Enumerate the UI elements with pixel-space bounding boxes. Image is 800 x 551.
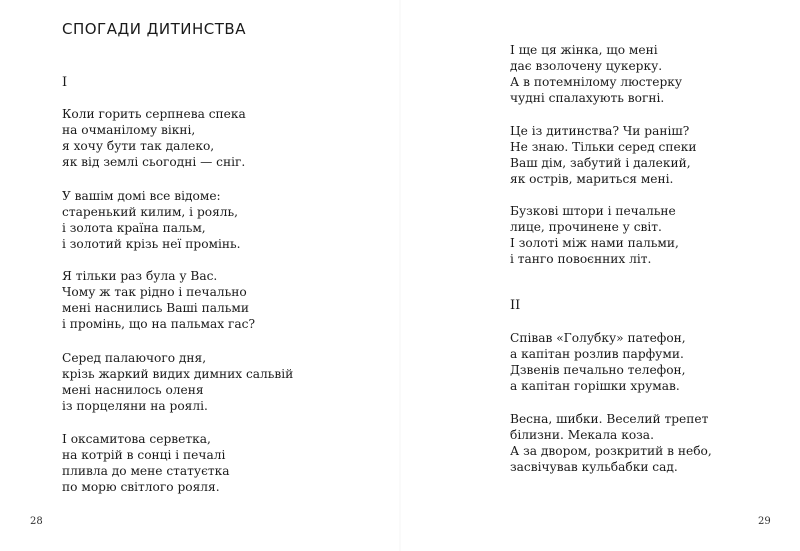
verse-line: і танго повоєнних літ. [510, 252, 652, 266]
stanza [510, 123, 696, 187]
verse-line: білизни. Мекала коза. [510, 428, 654, 442]
verse-line: Я тільки раз була у Вас. [62, 269, 218, 283]
verse-line: І ще ця жінка, що мені [510, 43, 658, 57]
verse-line: я хочу бути так далеко, [62, 139, 215, 153]
verse-line: і золота країна пальм, [62, 221, 206, 235]
stanza [510, 411, 712, 475]
verse-line: мені наснилось оленя [62, 383, 204, 397]
verse-line: Це із дитинства? Чи раніш? [510, 124, 690, 138]
verse-line: крізь жаркий видих димних сальвій [62, 367, 294, 381]
stanza [62, 188, 241, 252]
verse-line: і промінь, що на пальмах гас? [62, 317, 255, 331]
section-number: II [510, 298, 521, 313]
verse-line: на котрій в сонці і печалі [62, 448, 226, 462]
verse-line: і золотий крізь неї промінь. [62, 237, 241, 251]
verse-line: мені наснились Ваші пальми [62, 301, 249, 315]
poem-title: СПОГАДИ ДИТИНСТВА [62, 20, 246, 38]
verse-line: І оксамитова серветка, [62, 432, 211, 446]
verse-line: старенький килим, і рояль, [62, 205, 239, 219]
verse-line: А в потемнілому люстерку [510, 75, 683, 89]
verse-line: Не знаю. Тільки серед спеки [510, 140, 697, 154]
verse-line: Бузкові штори і печальне [510, 204, 676, 218]
page-number: 29 [758, 516, 771, 527]
verse-line: як острів, мариться мені. [510, 172, 674, 186]
section-number: I [62, 75, 68, 90]
verse-line: А за двором, розкритий в небо, [510, 444, 712, 458]
verse-line: Серед палаючого дня, [62, 351, 207, 365]
stanza [62, 268, 255, 332]
stanza [510, 203, 679, 267]
verse-line: Весна, шибки. Веселий трепет [510, 412, 709, 426]
verse-line: дає взолочену цукерку. [510, 59, 663, 73]
verse-line: а капітан розлив парфуми. [510, 347, 684, 361]
verse-line: як від землі сьогодні — сніг. [62, 155, 246, 169]
stanza [510, 330, 686, 394]
verse-line: пливла до мене статуєтка [62, 464, 230, 478]
page-number: 28 [30, 516, 43, 527]
stanza [510, 42, 682, 106]
verse-line: Чому ж так рідно і печально [62, 285, 247, 299]
verse-line: а капітан горішки хрумав. [510, 379, 680, 393]
verse-line: із порцеляни на роялі. [62, 399, 208, 413]
verse-line: І золоті між нами пальми, [510, 236, 679, 250]
verse-line: засвічував кульбабки сад. [510, 460, 678, 474]
verse-line: Ваш дім, забутий і далекий, [510, 156, 691, 170]
stanza [62, 106, 246, 170]
stanza [62, 431, 230, 495]
verse-line: на очманілому вікні, [62, 123, 196, 137]
verse-line: чудні спалахують вогні. [510, 91, 665, 105]
verse-line: Коли горить серпнева спека [62, 107, 246, 121]
stanza [62, 350, 293, 414]
verse-line: лице, прочинене у світ. [510, 220, 662, 234]
right-page [400, 0, 800, 551]
verse-line: Дзвенів печально телефон, [510, 363, 686, 377]
verse-line: У вашім домі все відоме: [62, 189, 221, 203]
verse-line: Співав «Голубку» патефон, [510, 331, 686, 345]
verse-line: по морю світлого рояля. [62, 480, 220, 494]
